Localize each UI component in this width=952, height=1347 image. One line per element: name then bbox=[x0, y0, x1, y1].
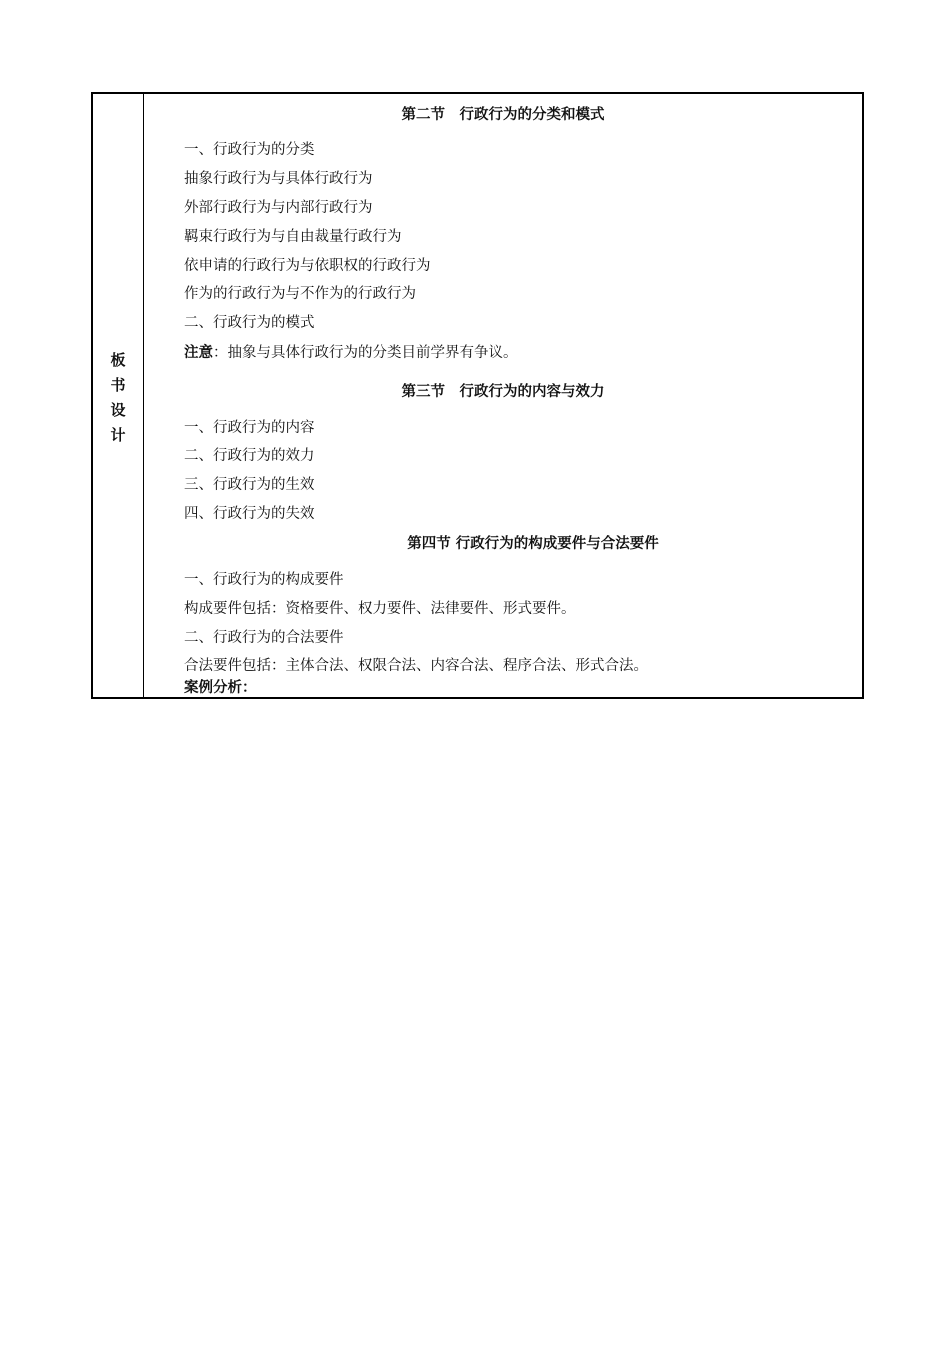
content-cell bbox=[144, 94, 862, 697]
section2-item: 外部行政行为与内部行政行为 bbox=[184, 200, 373, 216]
note-label: 注意 bbox=[184, 345, 213, 361]
section4-item: 二、行政行为的合法要件 bbox=[184, 630, 344, 646]
section3-item: 四、行政行为的失效 bbox=[184, 506, 315, 522]
row-label-cell bbox=[93, 94, 144, 697]
section4-item: 一、行政行为的构成要件 bbox=[184, 572, 344, 588]
section2-item: 二、行政行为的模式 bbox=[184, 315, 315, 331]
section3-item: 一、行政行为的内容 bbox=[184, 420, 315, 436]
section2-item: 抽象行政行为与具体行政行为 bbox=[184, 171, 373, 187]
section3-title: 第三节 行政行为的内容与效力 bbox=[401, 384, 605, 400]
label-char: 书 bbox=[110, 376, 126, 394]
section4-item: 合法要件包括：主体合法、权限合法、内容合法、程序合法、形式合法。 bbox=[184, 658, 648, 674]
label-char: 计 bbox=[110, 426, 126, 444]
row-label bbox=[93, 348, 143, 448]
note-line bbox=[184, 341, 518, 362]
section4-title: 第四节 行政行为的构成要件与合法要件 bbox=[407, 536, 659, 552]
label-char: 板 bbox=[110, 351, 126, 369]
section4-item: 构成要件包括：资格要件、权力要件、法律要件、形式要件。 bbox=[184, 601, 576, 617]
section2-item: 一、行政行为的分类 bbox=[184, 142, 315, 158]
case-analysis-label: 案例分析： bbox=[184, 680, 257, 696]
section3-item: 二、行政行为的效力 bbox=[184, 448, 315, 464]
board-design-table bbox=[91, 92, 864, 699]
section2-item: 羁束行政行为与自由裁量行政行为 bbox=[184, 229, 402, 245]
section2-title: 第二节 行政行为的分类和模式 bbox=[401, 107, 605, 123]
note-text: ：抽象与具体行政行为的分类目前学界有争议。 bbox=[213, 345, 518, 361]
section2-item: 作为的行政行为与不作为的行政行为 bbox=[184, 286, 416, 302]
label-char: 设 bbox=[110, 401, 126, 419]
section3-item: 三、行政行为的生效 bbox=[184, 477, 315, 493]
section2-item: 依申请的行政行为与依职权的行政行为 bbox=[184, 258, 431, 274]
